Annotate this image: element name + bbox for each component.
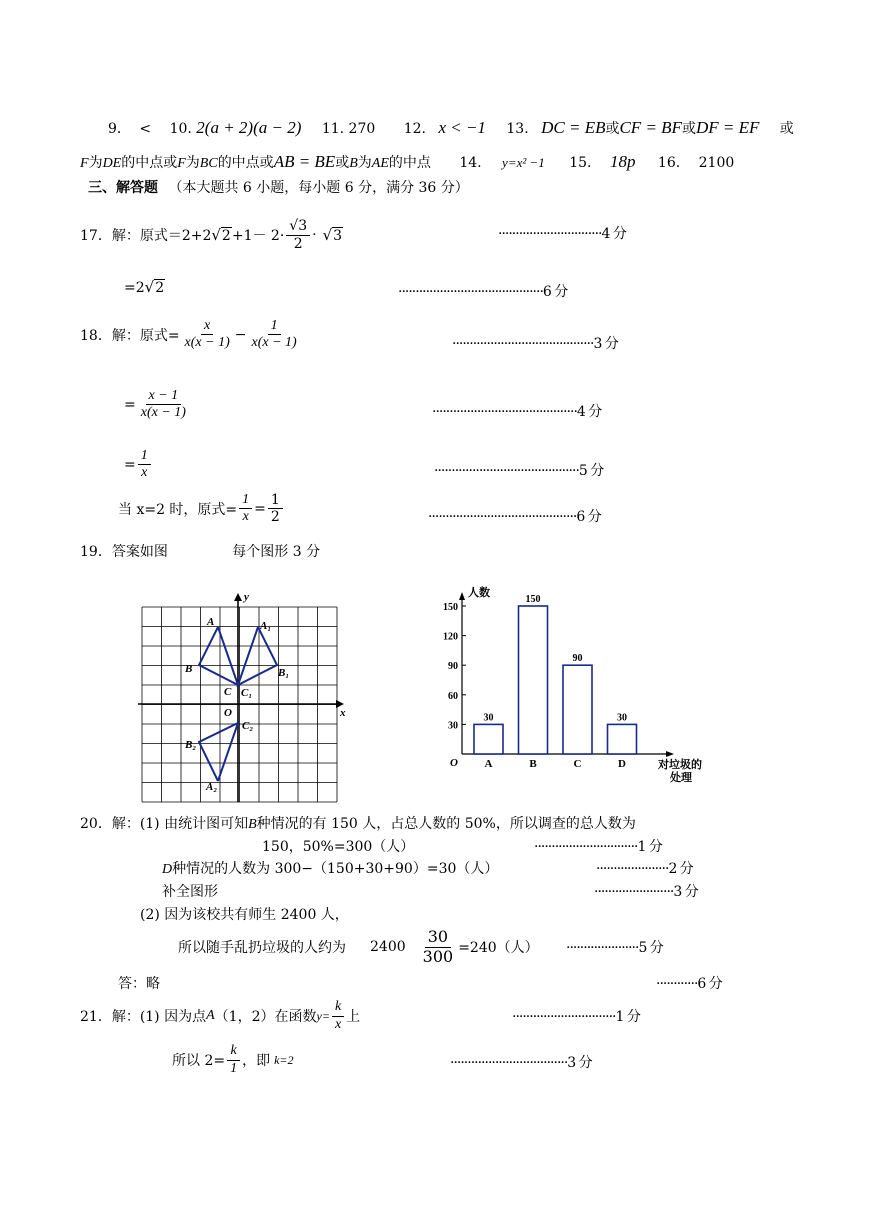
q18-line-2: [124, 388, 191, 421]
q13-b: B: [349, 156, 358, 171]
q18-eq-2: =: [124, 456, 136, 473]
q18-line-3: [124, 448, 153, 481]
q18-score-1: ·········································3 分: [452, 336, 618, 352]
q13-ae: AE: [371, 156, 389, 171]
q21-y-eq: y=: [316, 1008, 330, 1023]
q18-fraction-5: [239, 492, 252, 525]
q20-answer: 答：略: [118, 976, 160, 992]
triangle-a2b2c2: [199, 723, 238, 781]
q15-number: 15.: [569, 155, 592, 171]
chart-bar-a: [474, 724, 503, 754]
q21-fraction-2: [227, 1043, 240, 1076]
q20-score-4: ·····················5 分: [566, 940, 663, 956]
q18-fraction-2: [248, 318, 299, 351]
q18-f5-num: 1: [239, 492, 252, 509]
q21-score-2: ··································3 分: [450, 1055, 592, 1071]
chart-x-arrow: [666, 751, 674, 757]
chart-category-label: B: [529, 758, 537, 770]
q9-answer: <: [139, 121, 152, 137]
q18-minus: −: [234, 326, 247, 343]
q13-de: DE: [102, 156, 122, 171]
section-title: 三、解答题: [88, 180, 158, 196]
q13-bc: BC: [199, 156, 218, 171]
chart-data-label: 30: [617, 712, 627, 724]
label-a2: A₂: [206, 781, 218, 793]
q17-dot: ·: [312, 227, 317, 243]
label-a: A: [207, 616, 215, 628]
q20-line-4: 补全图形: [162, 884, 218, 900]
chart-data-label: 150: [525, 594, 541, 605]
triangle-abc: [199, 627, 238, 685]
label-x: x: [340, 707, 346, 719]
label-b1: B₁: [278, 667, 290, 679]
q13-ab-be: AB = BE: [273, 152, 336, 171]
q11-answer: 11. 270: [321, 121, 376, 137]
q20-line-6-text: 所以随手乱扔垃圾的人约为: [178, 940, 346, 956]
chart-y-tick-label: 60: [448, 690, 458, 702]
q21-line-2: [172, 1038, 294, 1082]
q18-f2-num: 1: [268, 318, 281, 335]
q13-wei-2: 为: [185, 155, 200, 171]
chart-bar-b: [519, 606, 548, 754]
q20-label: 20．解：(1) 由统计图可知: [80, 816, 249, 832]
label-c: C: [224, 686, 232, 698]
q18-eq-3: =: [254, 500, 266, 517]
chart-y-tick-label: 30: [448, 720, 458, 732]
q18-fraction-6: [268, 492, 283, 525]
q18-f5-den: x: [242, 509, 249, 525]
q17-frac-num: √3: [286, 218, 310, 235]
q21-label: 21．解：(1) 因为点: [80, 1009, 207, 1025]
chart-y-tick-label: 120: [443, 631, 458, 643]
label-b: B: [185, 663, 193, 675]
triangle-a1b1c1: [238, 627, 277, 685]
q13-or-3: 或: [779, 121, 794, 137]
q18-label: 18．解：原式=: [80, 327, 180, 344]
q12-number: 12.: [403, 121, 426, 137]
q18-f1-num: x: [201, 318, 213, 335]
q13-answer-3: DF = EF: [695, 118, 760, 137]
q19-line: [80, 541, 320, 561]
q16-number: 16.: [657, 155, 681, 171]
q20-score-5: ············6 分: [656, 976, 722, 992]
q18-f3-den: x(x − 1): [140, 405, 186, 421]
q20-b: B: [248, 817, 257, 832]
q17-score-2: ··········································6 分: [398, 284, 568, 300]
label-y: y: [244, 591, 249, 603]
q18-line-1: [80, 318, 302, 351]
answer-line-13-16: [80, 152, 734, 172]
q13-midpoint-or-2: 的中点或: [217, 155, 274, 171]
q13-answer-1: DC = EB: [541, 118, 606, 137]
q13-answer-2: CF = BF: [619, 118, 682, 137]
q21-f2-den: 1: [230, 1060, 238, 1076]
q18-score-2: ··········································4 分: [432, 404, 602, 420]
q13-or-1: 或: [605, 121, 620, 137]
q20-line-3-text: 种情况的人数为 300−（150+30+90）=30（人）: [172, 861, 499, 877]
label-b2: B₂: [185, 739, 197, 751]
chart-category-label: A: [484, 758, 493, 770]
section-header: [88, 177, 469, 197]
q21-ji: ，即: [242, 1053, 271, 1069]
q21-line-1: [80, 994, 360, 1038]
q17-line-2: =2√2: [124, 278, 165, 296]
chart-bar-d: [608, 724, 637, 754]
q20-score-3: ·······················3 分: [594, 884, 698, 900]
q18-when: 当 x=2 时，原式=: [118, 501, 238, 518]
q14-number: 14.: [459, 155, 482, 171]
q20-result: =240（人）: [458, 940, 539, 956]
q13-wei-3: 为: [357, 155, 372, 171]
q20-score-1: ······························1 分: [534, 839, 662, 855]
q13-f-1: F: [80, 156, 89, 171]
q13-midpoint: 的中点: [388, 155, 431, 171]
chart-x-label-line-1: 对垃圾的: [658, 759, 702, 771]
chart-y-arrow: [459, 592, 465, 600]
q19-note: 每个图形 3 分: [232, 544, 321, 560]
q17-radicand-1: 2: [221, 227, 231, 244]
q13-or-4: 或: [335, 155, 350, 171]
q14-answer: y=x² −1: [502, 155, 545, 170]
q21-f2-num: k: [227, 1043, 239, 1060]
q17-line2-prefix: =2: [124, 280, 145, 296]
chart-y-tick-label: 150: [443, 602, 458, 613]
q20-d: D: [162, 862, 173, 877]
q21-k-value: k=2: [274, 1052, 294, 1067]
chart-category-label: D: [618, 758, 626, 770]
q21-a: A: [206, 1008, 215, 1023]
q21-f1-num: k: [332, 999, 344, 1016]
q20-fraction: [420, 928, 457, 966]
q21-line-2-text: 所以 2=: [172, 1053, 226, 1069]
q17-line-1: 17．解：原式＝2+2 √ 2 +1－ 2· $\frac{√3}{2}$ · √ 3: [80, 218, 343, 252]
q12-answer: x < −1: [438, 118, 486, 137]
label-a1: A₁: [260, 620, 272, 632]
q10-answer: 2(a + 2)(a − 2): [196, 118, 302, 137]
q20-score-2: ·····················2 分: [596, 861, 693, 877]
q19-label: 19．答案如图: [80, 544, 168, 560]
q16-answer: 2100: [698, 155, 735, 171]
q18-f3-num: x − 1: [146, 388, 182, 405]
q17-radicand-2: 3: [333, 227, 343, 244]
answer-line-9-13: [108, 118, 794, 138]
q13-number: 13.: [506, 121, 529, 137]
q20-frac-den: 300: [422, 946, 454, 966]
chart-y-tick-label: 90: [448, 661, 458, 673]
label-c1: C₁: [241, 687, 253, 699]
chart-bar-c: [563, 665, 592, 754]
q21-f1-den: x: [334, 1016, 342, 1032]
q18-score-3: ··········································5 分: [434, 463, 604, 479]
chart-origin: O: [450, 757, 458, 769]
q18-fraction-1: [182, 318, 233, 351]
q20-rest: 种情况的有 150 人，占总人数的 50%，所以调查的总人数为: [256, 816, 636, 832]
q18-f2-den: x(x − 1): [251, 335, 297, 351]
y-axis-arrow: [234, 593, 242, 601]
chart-data-label: 30: [483, 712, 494, 724]
q20-line-5: (2) 因为该校共有师生 2400 人，: [140, 907, 349, 923]
q18-line-4: [118, 492, 285, 525]
chart-bars: [474, 594, 637, 770]
q20-line-2: 150，50%=300（人）: [262, 839, 415, 855]
q13-wei-1: 为: [88, 155, 103, 171]
q17-middle: +1－ 2·: [231, 228, 285, 244]
q20-2400: 2400: [370, 939, 406, 955]
label-c2: C₂: [242, 720, 254, 732]
chart-x-label-line-2: 处理: [670, 772, 692, 784]
q18-f4-num: 1: [138, 448, 151, 465]
q18-fraction-3: [138, 388, 189, 421]
q9-number: 9．: [108, 121, 131, 137]
q21-on: 上: [346, 1009, 361, 1025]
q18-f4-den: x: [141, 465, 148, 481]
q18-fraction-4: [138, 448, 151, 481]
q17-frac-den: 2: [293, 235, 303, 252]
bar-chart: [430, 582, 720, 802]
label-o: O: [224, 707, 232, 719]
q18-f6-num: 1: [268, 492, 283, 509]
q15-answer: 18p: [609, 152, 636, 171]
q17-fraction: [286, 218, 310, 251]
q18-f6-den: 2: [270, 509, 280, 526]
section-note: （本大题共 6 小题，每小题 6 分，满分 36 分）: [168, 180, 469, 196]
q13-f-2: F: [177, 156, 186, 171]
q17-score-1: ······························4 分: [498, 226, 626, 242]
chart-category-label: C: [573, 758, 582, 770]
q13-midpoint-or-1: 的中点或: [121, 155, 178, 171]
q10-number: 10.: [169, 121, 192, 137]
q21-point: （1，2）在函数: [214, 1009, 317, 1025]
q20-frac-num: 30: [425, 928, 451, 947]
q21-fraction-1: [332, 999, 344, 1032]
q18-eq-1: =: [124, 396, 136, 413]
q20-line-3: [162, 858, 498, 878]
q18-score-4: ···········································6 分: [428, 509, 601, 525]
q20-line-1: [80, 813, 636, 833]
chart-y-label: 人数: [468, 587, 490, 599]
q18-f1-den: x(x − 1): [184, 335, 230, 351]
q20-line-6: [178, 924, 539, 970]
q17-label: 17．解：原式＝2+2: [80, 228, 212, 244]
q13-or-2: 或: [681, 121, 696, 137]
chart-data-label: 90: [572, 653, 583, 665]
chart-x-label: [657, 757, 702, 784]
q17-line2-radicand: 2: [155, 280, 165, 296]
coordinate-grid-figure: [130, 585, 355, 807]
q21-score-1: ······························1 分: [512, 1009, 640, 1025]
